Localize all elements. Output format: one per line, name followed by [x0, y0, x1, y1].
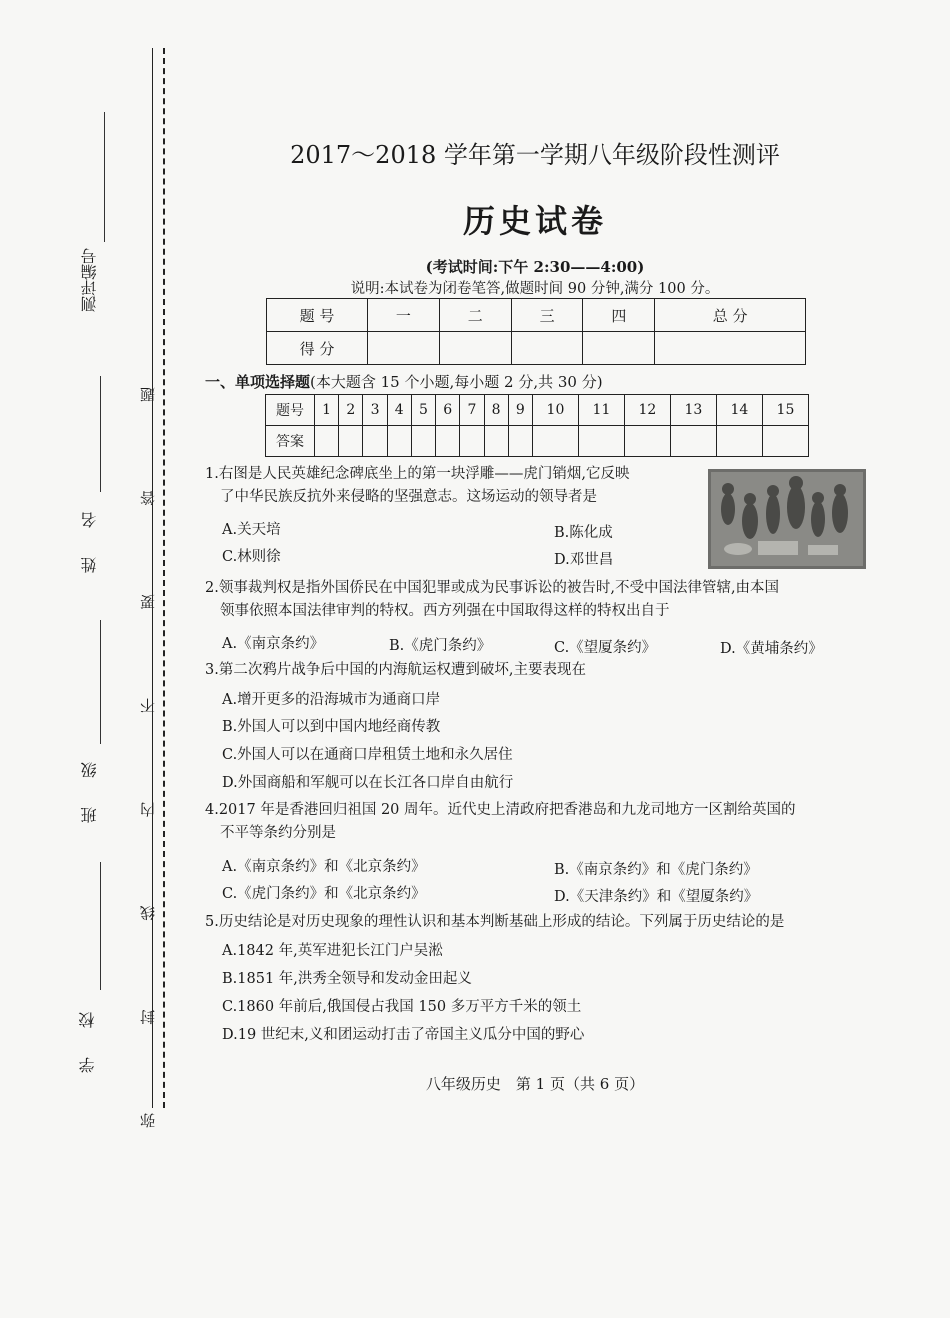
answer-number-cell: 10 [532, 395, 578, 426]
q1-option-d[interactable]: D.邓世昌 [554, 552, 614, 568]
question-text: 1.右图是人民英雄纪念碑底坐上的第一块浮雕——虎门销烟,它反映 [205, 466, 630, 482]
answer-box-cell[interactable] [363, 426, 387, 457]
answer-number-cell: 1 [315, 395, 339, 426]
section-heading [205, 371, 603, 392]
q3-option-a[interactable]: A.增开更多的沿海城市为通商口岸 [222, 692, 441, 708]
answer-number-cell: 2 [339, 395, 363, 426]
seal-line-outer [163, 48, 165, 1108]
class-blank[interactable] [100, 620, 101, 744]
answer-box-cell[interactable] [670, 426, 716, 457]
page-footer: 八年级历史 第 1 页（共 6 页） [425, 1075, 645, 1093]
answer-table [265, 394, 809, 457]
q4-option-d[interactable]: D.《天津条约》和《望厦条约》 [554, 889, 759, 905]
q5-option-c[interactable]: C.1860 年前后,俄国侵占我国 150 多万平方千米的领土 [222, 999, 582, 1015]
exam-time: (考试时间:下午 2:30——4:00) [425, 258, 645, 276]
score-cell[interactable] [655, 332, 806, 365]
question-text: 了中华民族反抗外来侵略的坚强意志。这场运动的领导者是 [220, 489, 597, 506]
seal-line-text: 弥 封 线 内 不 要 答 题 [139, 345, 157, 1129]
q2-option-b[interactable]: B.《虎门条约》 [389, 638, 492, 654]
exam-id-blank[interactable] [104, 112, 105, 242]
answer-number-cell: 7 [460, 395, 484, 426]
q3-option-c[interactable]: C.外国人可以在通商口岸租赁土地和永久居住 [222, 747, 513, 763]
question-2 [205, 580, 779, 621]
q5-option-b[interactable]: B.1851 年,洪秀全领导和发动金田起义 [222, 971, 472, 987]
score-cell[interactable] [511, 332, 583, 365]
answer-number-cell: 5 [411, 395, 435, 426]
answer-box-cell[interactable] [411, 426, 435, 457]
question-text: 3.第二次鸦片战争后中国的内海航运权遭到破坏,主要表现在 [205, 662, 586, 678]
question-3 [205, 662, 586, 679]
question-text: 领事依照本国法律审判的特权。西方列强在中国取得这样的特权出自于 [220, 603, 670, 620]
question-text: 不平等条约分别是 [220, 825, 336, 842]
q5-option-d[interactable]: D.19 世纪末,义和团运动打击了帝国主义瓜分中国的野心 [222, 1027, 585, 1043]
score-header-cell: 一 [368, 299, 440, 332]
relief-image [708, 469, 866, 569]
score-cell[interactable] [583, 332, 655, 365]
subject-title: 历史试卷 [462, 202, 607, 240]
score-header-cell: 二 [439, 299, 511, 332]
answer-number-cell: 12 [624, 395, 670, 426]
score-header-cell: 题 号 [267, 299, 368, 332]
school-label: 学 校 [78, 1000, 97, 1074]
answer-number-cell: 3 [363, 395, 387, 426]
answer-box-cell[interactable] [508, 426, 532, 457]
question-4 [205, 802, 796, 843]
q1-option-c[interactable]: C.林则徐 [222, 549, 281, 565]
q4-option-b[interactable]: B.《南京条约》和《虎门条约》 [554, 862, 758, 878]
answer-number-cell: 13 [670, 395, 716, 426]
question-text: 5.历史结论是对历史现象的理性认识和基本判断基础上形成的结论。下列属于历史结论的是 [205, 914, 785, 930]
answer-number-cell: 6 [436, 395, 460, 426]
exam-note: 说明:本试卷为闭卷笔答,做题时间 90 分钟,满分 100 分。 [350, 281, 720, 297]
question-text: 2.领事裁判权是指外国侨民在中国犯罪或成为民事诉讼的被告时,不受中国法律管辖,由本国 [205, 580, 780, 596]
score-header-cell: 总 分 [655, 299, 806, 332]
exam-title: 2017～2018 学年第一学期八年级阶段性测评 [290, 141, 780, 169]
answer-box-cell[interactable] [315, 426, 339, 457]
class-label: 班 级 [80, 750, 99, 824]
answer-number-cell: 15 [762, 395, 808, 426]
answer-row-label: 题号 [266, 395, 315, 426]
answer-number-cell: 11 [578, 395, 624, 426]
answer-box-cell[interactable] [762, 426, 808, 457]
score-header-cell: 三 [511, 299, 583, 332]
q4-option-a[interactable]: A.《南京条约》和《北京条约》 [222, 859, 426, 875]
question-text: 4.2017 年是香港回归祖国 20 周年。近代史上清政府把香港岛和九龙司地方一区割给英国的 [205, 802, 796, 818]
name-label: 姓 名 [80, 500, 99, 574]
exam-id-label: 测评编号 [80, 248, 99, 312]
q1-option-a[interactable]: A.关天培 [222, 522, 281, 538]
answer-box-cell[interactable] [578, 426, 624, 457]
name-blank[interactable] [100, 376, 101, 492]
section-heading-desc: (本大题含 15 个小题,每小题 2 分,共 30 分) [310, 373, 603, 391]
answer-box-cell[interactable] [436, 426, 460, 457]
question-1 [205, 466, 629, 507]
q5-option-a[interactable]: A.1842 年,英军进犯长江门户吴淞 [222, 943, 443, 959]
question-5 [205, 914, 784, 931]
answer-box-cell[interactable] [339, 426, 363, 457]
q1-option-b[interactable]: B.陈化成 [554, 525, 613, 541]
q3-option-d[interactable]: D.外国商船和军舰可以在长江各口岸自由航行 [222, 775, 514, 791]
answer-box-cell[interactable] [716, 426, 762, 457]
relief-illustration [708, 469, 866, 569]
seal-line-inner [152, 48, 153, 1108]
q4-option-c[interactable]: C.《虎门条约》和《北京条约》 [222, 886, 426, 902]
answer-box-cell[interactable] [624, 426, 670, 457]
q2-option-a[interactable]: A.《南京条约》 [222, 636, 325, 652]
answer-number-cell: 8 [484, 395, 508, 426]
q3-option-b[interactable]: B.外国人可以到中国内地经商传教 [222, 719, 441, 735]
answer-box-cell[interactable] [460, 426, 484, 457]
answer-box-cell[interactable] [532, 426, 578, 457]
score-row-label: 得 分 [267, 332, 368, 365]
answer-row-label: 答案 [266, 426, 315, 457]
score-table [266, 298, 806, 365]
q2-option-c[interactable]: C.《望厦条约》 [554, 640, 657, 656]
score-cell[interactable] [439, 332, 511, 365]
answer-number-cell: 4 [387, 395, 411, 426]
score-header-cell: 四 [583, 299, 655, 332]
school-blank[interactable] [100, 862, 101, 990]
score-cell[interactable] [368, 332, 440, 365]
q2-option-d[interactable]: D.《黄埔条约》 [720, 641, 823, 657]
answer-box-cell[interactable] [387, 426, 411, 457]
answer-number-cell: 9 [508, 395, 532, 426]
answer-number-cell: 14 [716, 395, 762, 426]
answer-box-cell[interactable] [484, 426, 508, 457]
section-heading-title: 一、单项选择题 [205, 373, 311, 391]
